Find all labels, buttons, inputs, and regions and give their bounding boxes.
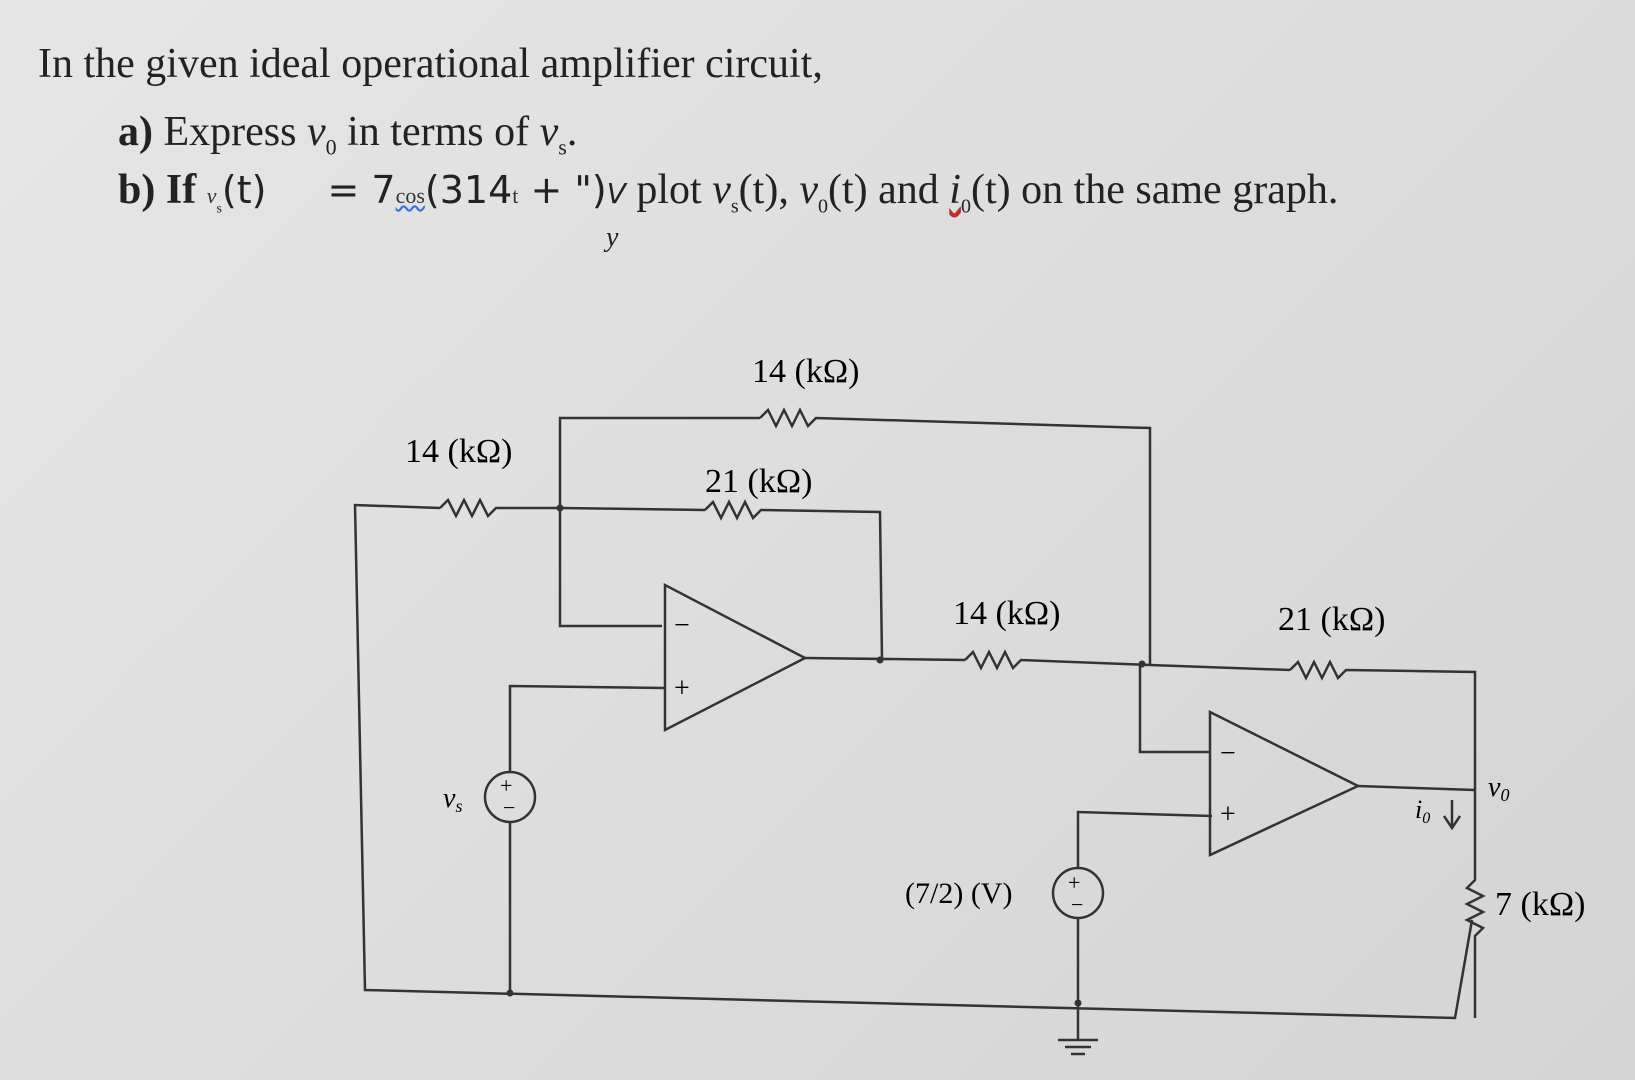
part-a-text-1: Express bbox=[163, 109, 307, 155]
var-vs-sub: s bbox=[558, 134, 567, 160]
opamp2-minus: − bbox=[1220, 738, 1236, 769]
source-dc-minus: − bbox=[1071, 892, 1084, 917]
part-b-label: b) bbox=[118, 167, 156, 213]
formula-arg-t: t bbox=[512, 183, 519, 208]
label-vo-sub: 0 bbox=[1500, 785, 1510, 805]
opamp1-plus: + bbox=[674, 673, 690, 704]
resistor-fb2 bbox=[1290, 662, 1475, 790]
formula-unit: V bbox=[606, 177, 626, 210]
label-vs bbox=[443, 783, 462, 816]
var-vs: v bbox=[539, 109, 559, 155]
source-dc-plus: + bbox=[1068, 870, 1081, 895]
label-r-mid: 14 (kΩ) bbox=[953, 595, 1061, 632]
resistor-fb1 bbox=[705, 502, 882, 660]
plot-io: i bbox=[949, 167, 961, 213]
node-dot-4 bbox=[507, 990, 514, 997]
wire-node-to-inv1 bbox=[560, 508, 662, 626]
label-vo-main: v bbox=[1488, 772, 1501, 803]
source-vs-minus: − bbox=[503, 795, 516, 820]
var-vo-sub: 0 bbox=[325, 134, 337, 160]
resistor-mid bbox=[965, 652, 1150, 668]
formula-arg: (314 bbox=[424, 168, 513, 212]
wire-op2-out bbox=[1358, 786, 1475, 790]
plot-io-sub: 0 bbox=[960, 195, 971, 218]
label-io-main: i bbox=[1415, 795, 1423, 824]
plot-io-arg: (t) on the same graph. bbox=[970, 167, 1339, 213]
part-a-text-3: . bbox=[566, 109, 578, 155]
label-r-top: 14 (kΩ) bbox=[752, 353, 860, 390]
var-vo: v bbox=[306, 109, 326, 155]
opamp1-minus: − bbox=[674, 610, 690, 641]
wire-to-fb2 bbox=[1150, 665, 1290, 670]
plot-vo: v bbox=[799, 167, 818, 213]
label-r-fb2: 21 (kΩ) bbox=[1278, 601, 1386, 638]
garbled-vs-sub: s bbox=[216, 201, 222, 217]
label-dc: (7/2) (V) bbox=[905, 877, 1013, 910]
resistor-input bbox=[440, 500, 560, 516]
node-dot-1 bbox=[557, 505, 564, 512]
plot-vs: v bbox=[712, 167, 731, 213]
wire-vs bbox=[510, 686, 665, 772]
label-vo bbox=[1488, 772, 1509, 805]
formula-eq: = bbox=[327, 168, 372, 212]
plot-vo-arg: (t) and bbox=[827, 167, 950, 213]
wire-to-fb1 bbox=[560, 508, 705, 510]
opamp-2 bbox=[1210, 712, 1358, 855]
source-vs-plus: + bbox=[500, 773, 513, 798]
formula-plus: + ") bbox=[518, 168, 607, 212]
label-r-input: 14 (kΩ) bbox=[405, 433, 513, 470]
wire-left-loop bbox=[355, 505, 1472, 1018]
plot-vs-sub: s bbox=[730, 195, 739, 218]
node-dot-2 bbox=[877, 657, 884, 664]
label-r-load: 7 (kΩ) bbox=[1495, 886, 1586, 923]
stray-y-mark: y bbox=[606, 222, 619, 253]
part-b-plot: plot bbox=[636, 167, 713, 213]
wire-op1-out bbox=[805, 658, 965, 660]
garbled-t: (t) bbox=[221, 168, 267, 212]
formula-cos: cos bbox=[395, 183, 425, 208]
wire-dc bbox=[1078, 812, 1212, 868]
label-io-sub: 0 bbox=[1422, 810, 1431, 827]
plot-vs-arg: (t), bbox=[738, 167, 800, 213]
opamp-1 bbox=[665, 585, 805, 730]
label-r-fb1: 21 (kΩ) bbox=[705, 463, 813, 500]
wire-to-inv2 bbox=[1140, 664, 1210, 752]
part-b-if: If bbox=[165, 167, 207, 213]
part-a-label: a) bbox=[118, 109, 153, 155]
formula-amp: 7 bbox=[371, 168, 396, 212]
node-dot-5 bbox=[1075, 1000, 1082, 1007]
garbled-vs: v bbox=[206, 183, 217, 208]
node-dot-3 bbox=[1139, 661, 1146, 668]
opamp2-plus: + bbox=[1220, 799, 1236, 830]
intro-text: In the given ideal operational amplifier circuit, bbox=[38, 41, 823, 87]
resistor-load bbox=[1467, 790, 1483, 1018]
part-a-text-2: in terms of bbox=[336, 109, 540, 155]
label-io bbox=[1415, 795, 1430, 827]
plot-vo-sub: 0 bbox=[817, 195, 828, 218]
label-vs-main: v bbox=[443, 783, 456, 814]
label-vs-sub: s bbox=[455, 796, 463, 816]
